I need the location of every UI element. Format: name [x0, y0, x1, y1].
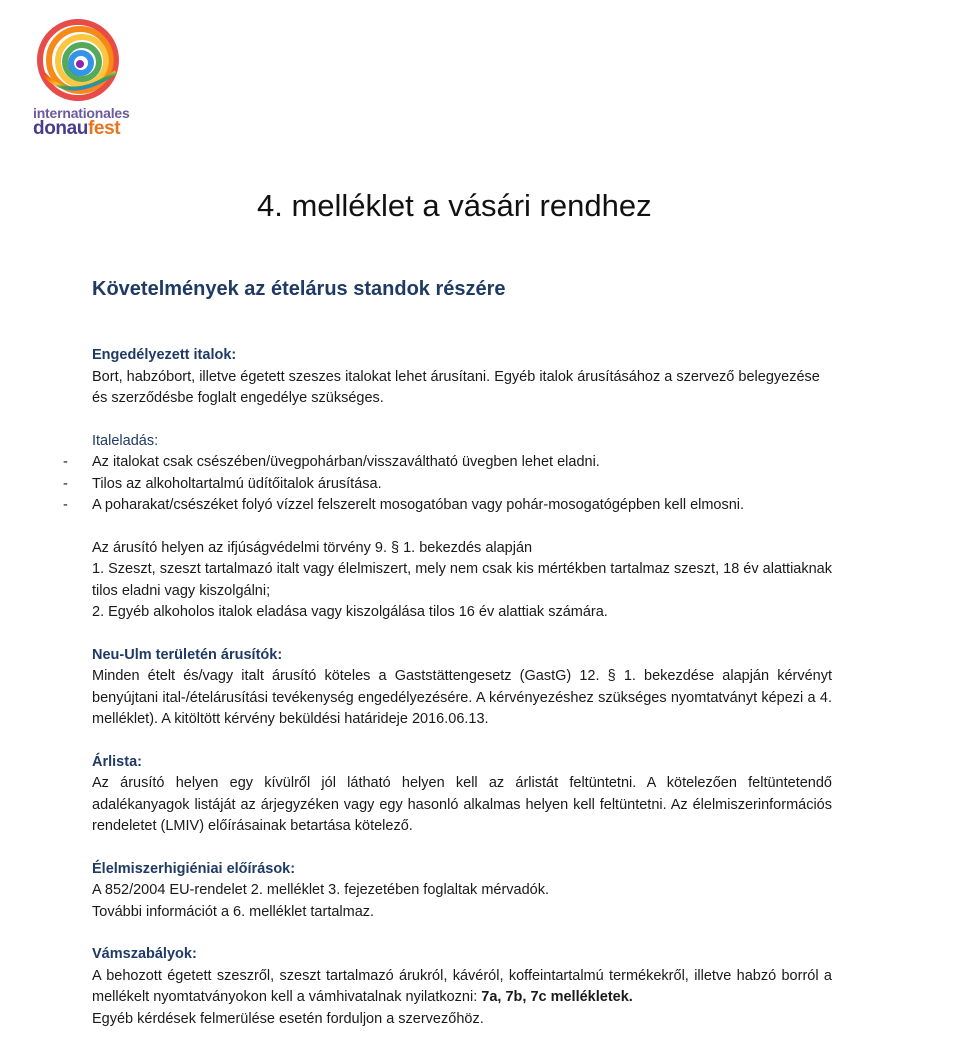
section-heading: Italeladás: [92, 432, 159, 449]
logo-text-internationales: internationales [33, 105, 130, 121]
page-title: 4. melléklet a vásári rendhez [257, 188, 652, 223]
bullet-list [63, 452, 832, 517]
paragraph [92, 966, 832, 1009]
section-engedelyezett-italok [92, 345, 832, 410]
list-item-text: Az italokat csak csészében/üvegpohárban/visszaváltható üvegben lehet eladni. [92, 454, 600, 470]
section-heading: Vámszabályok: [92, 946, 197, 962]
section-vamszabalyok [92, 944, 832, 1030]
list-item: - A poharakat/csészéket folyó vízzel felszerelt mosogatóban vagy pohár-mosogatógépben kell elmosni. [63, 497, 745, 513]
section-arlista [92, 752, 832, 838]
logo-text-donau: donau [33, 118, 88, 139]
paragraph: Minden ételt és/vagy italt árusító köteles a Gaststättengesetz (GastG) 12. § 1. bekezdése alapján kérvényt benyújtani ital-/ételárusítási tevékenység engedélyezésére. A kérvényezéshez szükséges nyomtatványt képezi a 4. melléklet). A kitöltött kérvény beküldési határideje 2016.06.13. [92, 668, 832, 727]
paragraph: 2. Egyéb alkoholos italok eladása vagy kiszolgálása tilos 16 év alattiak számára. [92, 604, 608, 620]
paragraph: A 852/2004 EU-rendelet 2. melléklet 3. fejezetében foglaltak mérvadók. [92, 882, 550, 898]
list-item-text: Tilos az alkoholtartalmú üdítőitalok árusítása. [92, 475, 382, 492]
paragraph-text: A behozott égetett szeszről, szeszt tartalmazó árukról, kávéról, koffeintartalmú termékekről, illetve habzó borról a mellékelt nyomtatványokon kell a vámhivatalnak nyilatkozni: [92, 967, 832, 1005]
paragraph: Az árusító helyen az ifjúságvédelmi törvény 9. § 1. bekezdés alapján [92, 539, 533, 556]
paragraph: Bort, habzóbort, illetve égetett szeszes italokat lehet árusítani. Egyéb italok árusításához a szervező belegyezése és szerződésbe foglalt engedélye szükséges. [92, 368, 820, 406]
section-heading: Engedélyezett italok: [92, 347, 237, 363]
list-item-text: A poharakat/csészéket folyó vízzel felszerelt mosogatóban vagy pohár-mosogatógépben kell elmosni. [92, 497, 745, 513]
logo-text-donaufest [33, 118, 120, 140]
paragraph: Az árusító helyen egy kívülről jól látható helyen kell az árlistát feltüntetni. A kötelezően feltüntetendő adalékanyagok listáját az árjegyzéken vagy egy hasonló alkalmas helyen kell feltüntetni. Az élelmiszerinformációs rendeletet (LMIV) előírásainak betartása kötelező. [92, 775, 832, 834]
logo-text-fest: fest [88, 118, 121, 139]
page-subtitle: Követelmények az ételárus standok részére [92, 278, 506, 300]
paragraph: 1. Szeszt, szeszt tartalmazó italt vagy élelmiszert, mely nem csak kis mértékben tartalmaz szeszt, 18 év alattiaknak tilos eladni vagy kiszolgálni; [92, 561, 832, 599]
paragraph: További információt a 6. melléklet tartalmaz. [92, 903, 375, 920]
section-elelmiszerhigienia [92, 859, 832, 924]
attachment-reference: 7a, 7b, 7c mellékletek. [481, 989, 633, 1005]
section-neu-ulm [92, 645, 832, 731]
section-heading: Árlista: [92, 753, 142, 770]
section-italeladas [63, 431, 832, 517]
document-body [63, 345, 832, 1030]
list-item: - Tilos az alkoholtartalmú üdítőitalok árusítása. [63, 475, 382, 492]
section-heading: Élelmiszerhigiéniai előírások: [92, 860, 296, 877]
section-heading: Neu-Ulm területén árusítók: [92, 646, 283, 663]
logo-swirl-icon [30, 14, 130, 106]
donaufest-logo [30, 14, 136, 140]
list-item: - Az italokat csak csészében/üvegpohárban/visszaváltható üvegben lehet eladni. [63, 454, 600, 470]
section-ifjusagvedelem [92, 538, 832, 624]
paragraph: Egyéb kérdések felmerülése esetén forduljon a szervezőhöz. [92, 1010, 484, 1027]
